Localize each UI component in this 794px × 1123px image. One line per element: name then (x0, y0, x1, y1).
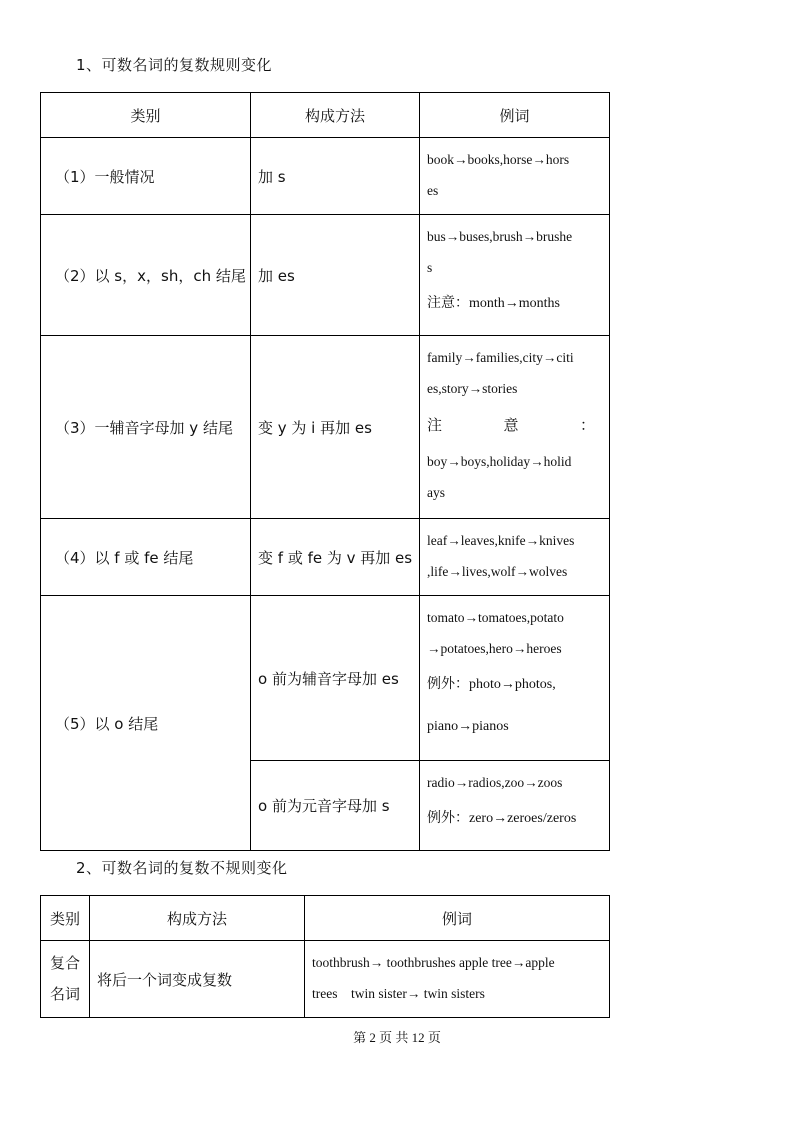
example-line: bus→buses,brush→brushe (427, 229, 573, 244)
regular-plural-table (40, 92, 610, 851)
example-line: leaf→leaves,knife→knives (427, 533, 575, 548)
example-line: ,life→lives,wolf→wolves (427, 564, 568, 579)
example-line: es,story→stories (427, 381, 518, 396)
example-line: book→books,horse→hors (427, 152, 570, 167)
row-examples (420, 519, 610, 596)
row-method: 加 es (251, 215, 420, 336)
row-category: （4）以 f 或 fe 结尾 (41, 519, 251, 596)
row-examples (420, 215, 610, 336)
row-examples (420, 596, 610, 761)
note-char: 注 (427, 416, 443, 434)
row-examples (420, 336, 610, 519)
note-line: 注意：month→months (427, 296, 561, 311)
exception-line: piano→pianos (427, 719, 509, 734)
example-line: radio→radios,zoo→zoos (427, 775, 563, 790)
irregular-plural-table (40, 895, 610, 1018)
row-examples (305, 941, 610, 1018)
example-line: boy→boys,holiday→holid (427, 454, 572, 469)
exception-line: 例外：photo→photos, (427, 677, 556, 692)
table-header-row (41, 93, 610, 138)
row-method: o 前为元音字母加 s (251, 761, 420, 851)
row-method: 变 f 或 fe 为 v 再加 es (251, 519, 420, 596)
example-line: es (427, 183, 439, 198)
row-examples (420, 138, 610, 215)
note-char: 意 (503, 416, 519, 434)
row-category: （3）一辅音字母加 y 结尾 (41, 336, 251, 519)
note-char: ： (579, 416, 595, 434)
example-line: toothbrush→ toothbrushes apple tree→apple (312, 955, 555, 970)
category-line: 复合 (49, 954, 80, 972)
example-line: family→families,city→citi (427, 350, 574, 365)
row-method: 加 s (251, 138, 420, 215)
header-method: 构成方法 (90, 896, 305, 941)
table-row (41, 519, 610, 596)
category-line: 名词 (49, 985, 80, 1003)
page-footer: 第 2 页 共 12 页 (353, 1030, 441, 1045)
header-method: 构成方法 (251, 93, 420, 138)
row-category: （1）一般情况 (41, 138, 251, 215)
table-row (41, 215, 610, 336)
section1-heading: 1、可数名词的复数规则变化 (76, 56, 273, 74)
example-line: →potatoes,hero→heroes (427, 641, 562, 656)
example-line: tomato→tomatoes,potato (427, 610, 564, 625)
row-method: o 前为辅音字母加 es (251, 596, 420, 761)
row-category (41, 941, 90, 1018)
example-line: trees twin sister→ twin sisters (312, 986, 485, 1001)
row-category: （2）以 s，x，sh，ch 结尾 (41, 215, 251, 336)
section2-heading: 2、可数名词的复数不规则变化 (76, 859, 288, 877)
header-examples: 例词 (305, 896, 610, 941)
header-category: 类别 (41, 896, 90, 941)
table-row (41, 941, 610, 1018)
header-examples: 例词 (420, 93, 610, 138)
row-examples (420, 761, 610, 851)
table-row (41, 138, 610, 215)
row-method: 将后一个词变成复数 (90, 941, 305, 1018)
table-header-row (41, 896, 610, 941)
exception-line: 例外：zero→zeroes/zeros (427, 811, 577, 826)
table-row (41, 596, 610, 761)
header-category: 类别 (41, 93, 251, 138)
row-category: （5）以 o 结尾 (41, 596, 251, 851)
table-row (41, 336, 610, 519)
example-line: s (427, 260, 433, 275)
row-method: 变 y 为 i 再加 es (251, 336, 420, 519)
example-line: ays (427, 485, 445, 500)
note-label (427, 404, 603, 446)
